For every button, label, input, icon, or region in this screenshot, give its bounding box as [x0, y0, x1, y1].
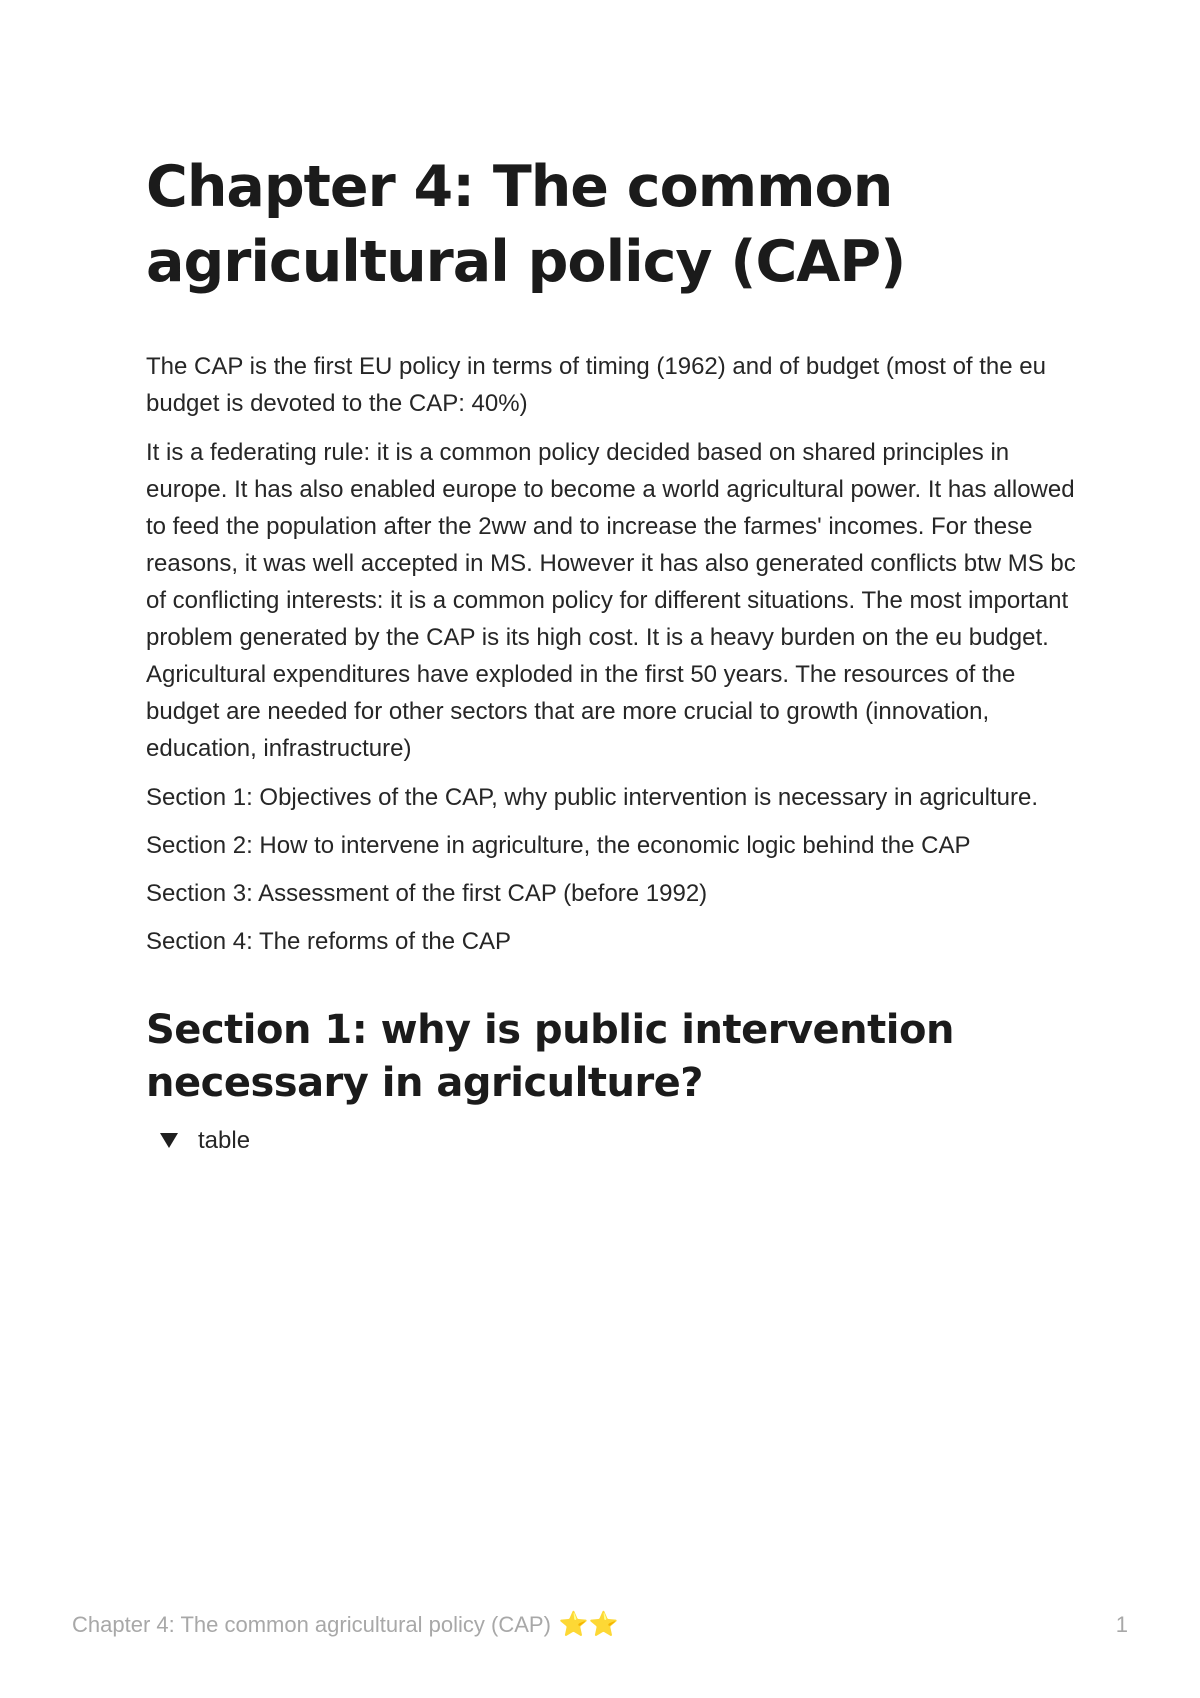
section-1-outline: Section 1: Objectives of the CAP, why public intervention is necessary in agriculture.	[146, 784, 1039, 811]
section-heading: Section 1: why is public intervention necessary in agriculture?	[146, 1007, 954, 1106]
document-page	[146, 150, 1076, 1159]
star-icon: ⭐	[588, 1611, 619, 1638]
body-paragraph: It is a federating rule: it is a common policy decided based on shared principles in europe. It has also enabled europe to become a world agricultural power. It has allowed to feed the population after the 2ww and to increase the farmes' incomes. For these reasons, it was well accepted in MS. However it has also generated conflicts btw MS bc of conflicting interests: it is a common policy for different situations. The most important problem generated by the CAP is its high cost. It is a heavy burden on the eu budget. Agricultural expenditures have exploded in the first 50 years. The resources of the budget are needed for other sectors that are more crucial to growth (innovation, education, infrastructure)	[146, 439, 1076, 762]
footer-title-group	[72, 1612, 619, 1638]
star-rating	[559, 1613, 619, 1637]
page-number: 1	[1115, 1612, 1128, 1637]
page-title: Chapter 4: The common agricultural policy (CAP)	[146, 154, 906, 295]
footer-title: Chapter 4: The common agricultural policy (CAP)	[72, 1612, 551, 1637]
toggle-label: table	[198, 1127, 251, 1154]
section-2-outline: Section 2: How to intervene in agriculture, the economic logic behind the CAP	[146, 832, 971, 859]
section-3-outline: Section 3: Assessment of the first CAP (before 1992)	[146, 880, 708, 907]
table-toggle[interactable]	[160, 1122, 1076, 1159]
page-footer	[72, 1612, 1128, 1638]
triangle-down-icon[interactable]	[160, 1133, 178, 1148]
intro-paragraph: The CAP is the first EU policy in terms of timing (1962) and of budget (most of the eu budget is devoted to the CAP: 40%)	[146, 353, 1046, 417]
star-icon: ⭐	[558, 1611, 589, 1638]
section-4-outline: Section 4: The reforms of the CAP	[146, 928, 512, 955]
